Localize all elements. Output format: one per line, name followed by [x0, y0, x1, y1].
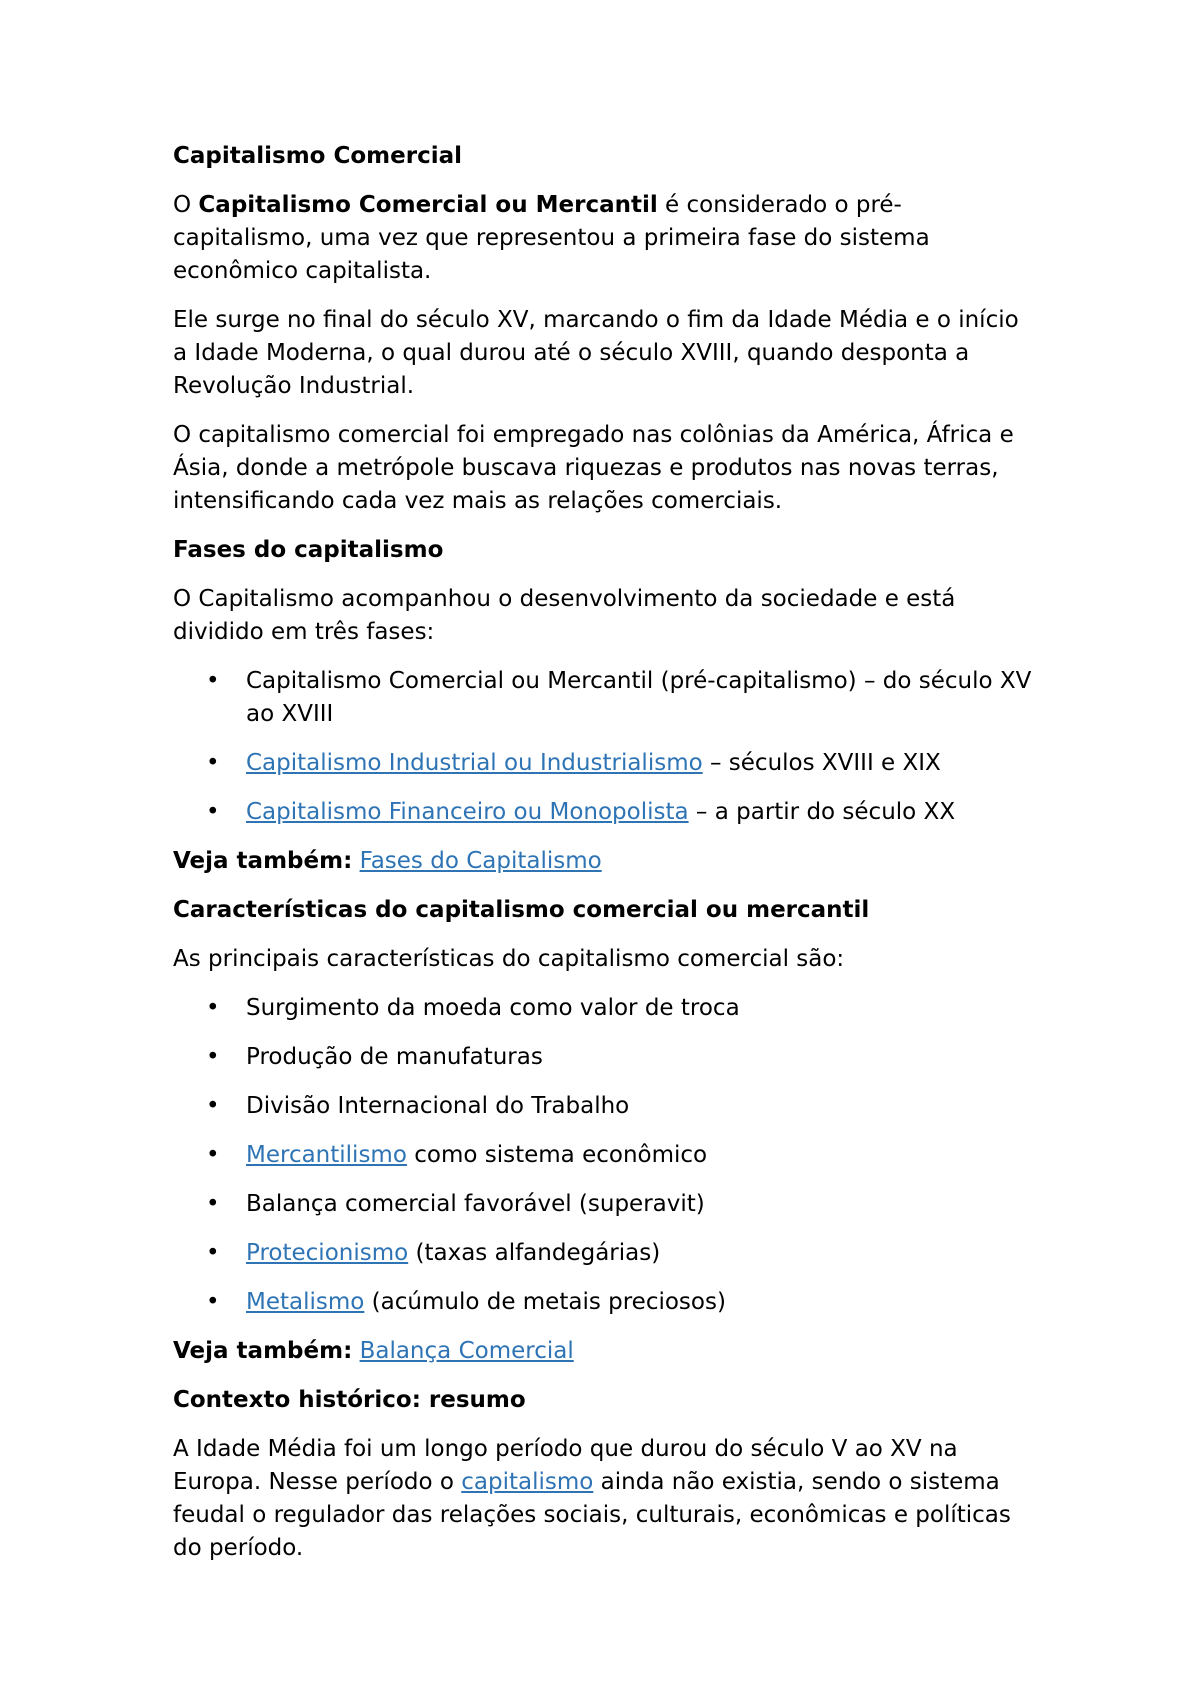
contexto-paragraph [173, 1433, 1040, 1565]
fase-comercial-text: Capitalismo Comercial ou Mercantil (pré-capitalismo) – do século XV ao XVIII [246, 668, 1032, 727]
item-manufaturas: Produção de manufaturas [246, 1044, 543, 1070]
item-metalismo-rest: (acúmulo de metais preciosos) [364, 1289, 726, 1315]
link-protecionismo[interactable]: Protecionismo [246, 1240, 409, 1266]
list-item [246, 1139, 1040, 1172]
fase-financeiro-rest: – a partir do século XX [688, 799, 956, 825]
caracteristicas-intro: As principais características do capitalismo comercial são: [173, 946, 845, 972]
section-heading-caracteristicas: Características do capitalismo comercial ou mercantil [173, 897, 870, 923]
link-mercantilismo[interactable]: Mercantilismo [246, 1142, 407, 1168]
link-capitalismo-financeiro[interactable]: Capitalismo Financeiro ou Monopolista [246, 799, 689, 825]
caracteristicas-list [173, 992, 1040, 1319]
document-title: Capitalismo Comercial [173, 143, 463, 169]
item-mercantilismo-rest: como sistema econômico [406, 1142, 708, 1168]
fases-list [173, 665, 1040, 829]
intro-bold-term: Capitalismo Comercial ou Mercantil [198, 192, 658, 218]
contexto-after: ainda não existia, sendo o sistema feudal o regulador das relações sociais, culturais, econômicas e políticas do período. [173, 1469, 1011, 1561]
link-capitalismo[interactable]: capitalismo [461, 1469, 594, 1495]
link-capitalismo-industrial[interactable]: Capitalismo Industrial ou Industrialismo [246, 750, 703, 776]
see-also-label: Veja também: [173, 1338, 353, 1364]
item-moeda: Surgimento da moeda como valor de troca [246, 995, 740, 1021]
intro-lead: O [173, 192, 199, 218]
list-item [246, 1188, 1040, 1221]
list-item [246, 1041, 1040, 1074]
fases-intro: O Capitalismo acompanhou o desenvolvimento da sociedade e está dividido em três fases: [173, 586, 956, 645]
list-item [246, 1237, 1040, 1270]
list-item [246, 796, 1040, 829]
link-balanca-comercial[interactable]: Balança Comercial [359, 1338, 574, 1364]
list-item [246, 992, 1040, 1025]
item-protecionismo-rest: (taxas alfandegárias) [408, 1240, 661, 1266]
colonies-paragraph: O capitalismo comercial foi empregado nas colônias da América, África e Ásia, donde a metrópole buscava riquezas e produtos nas novas terras, intensificando cada vez mais as relações comerciais. [173, 422, 1014, 514]
list-item [246, 747, 1040, 780]
item-divisao-trabalho: Divisão Internacional do Trabalho [246, 1093, 630, 1119]
link-metalismo[interactable]: Metalismo [246, 1289, 365, 1315]
list-item [246, 1286, 1040, 1319]
contexto-before: A Idade Média foi um longo período que durou do século V ao XV na Europa. Nesse período o [173, 1436, 958, 1495]
list-item [246, 665, 1040, 731]
intro-rest: é considerado o pré-capitalismo, uma vez que representou a primeira fase do sistema econômico capitalista. [173, 192, 930, 284]
section-heading-contexto: Contexto histórico: resumo [173, 1387, 526, 1413]
see-also-fases [173, 845, 1040, 878]
item-balanca: Balança comercial favorável (superavit) [246, 1191, 705, 1217]
link-fases-do-capitalismo[interactable]: Fases do Capitalismo [359, 848, 602, 874]
intro-paragraph [173, 189, 1040, 288]
origin-paragraph: Ele surge no final do século XV, marcando o fim da Idade Média e o início a Idade Moderna, o qual durou até o século XVIII, quando desponta a Revolução Industrial. [173, 307, 1019, 399]
see-also-balanca [173, 1335, 1040, 1368]
section-heading-fases: Fases do capitalismo [173, 537, 444, 563]
fase-industrial-rest: – séculos XVIII e XIX [702, 750, 941, 776]
list-item [246, 1090, 1040, 1123]
see-also-label: Veja também: [173, 848, 353, 874]
